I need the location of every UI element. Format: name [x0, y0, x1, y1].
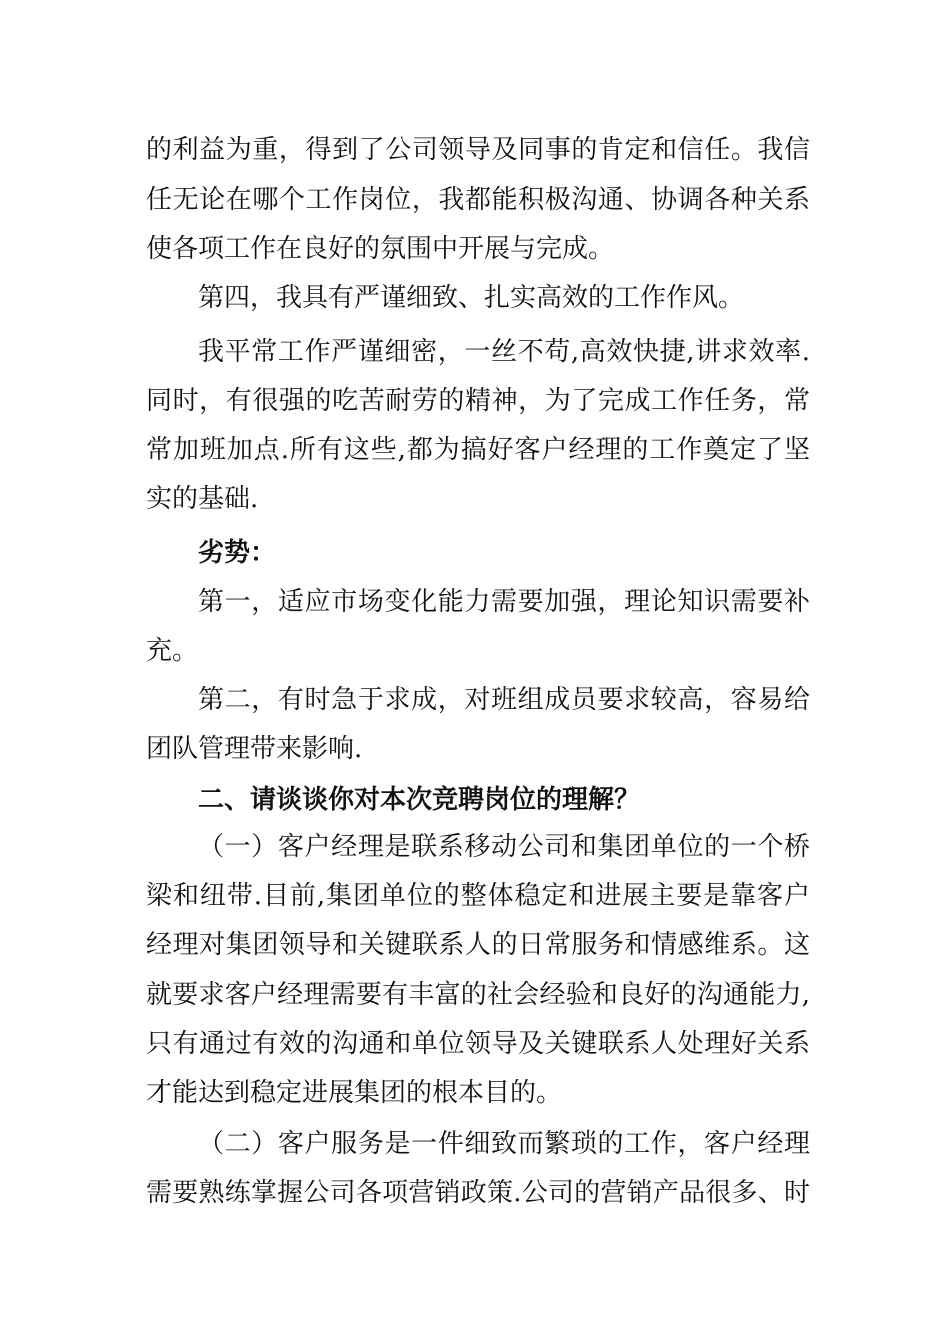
body-text-line: 需要熟练掌握公司各项营销政策.公司的营销产品很多、时: [146, 1178, 810, 1208]
body-text-line: 第一，适应市场变化能力需要加强，理论知识需要补: [198, 587, 810, 617]
body-text-line: 常加班加点.所有这些,都为搞好客户经理的工作奠定了坚: [146, 435, 810, 465]
body-text-line: 实的基础.: [146, 484, 259, 514]
body-text-line: 只有通过有效的沟通和单位领导及关键联系人处理好关系: [146, 1029, 810, 1059]
body-text-line: 的利益为重，得到了公司领导及同事的肯定和信任。我信: [146, 135, 810, 165]
body-text-line: 使各项工作在良好的氛围中开展与完成。: [146, 234, 615, 264]
weakness-heading: 劣势：: [198, 538, 277, 568]
body-text-line: 梁和纽带.目前,集团单位的整体稳定和进展主要是靠客户: [146, 881, 810, 911]
body-text-line: 就要求客户经理需要有丰富的社会经验和良好的沟通能力,: [146, 980, 810, 1010]
section-two-heading: 二、请谈谈你对本次竞聘岗位的理解？: [198, 785, 641, 815]
body-text-line: 团队管理带来影响.: [146, 734, 363, 764]
body-text-line: 同时，有很强的吃苦耐劳的精神，为了完成工作任务，常: [146, 386, 810, 416]
body-text-line: 才能达到稳定进展集团的根本目的。: [146, 1078, 563, 1108]
body-text-line: 充。: [146, 636, 199, 666]
point-four-heading: 第四，我具有严谨细致、扎实高效的工作作风。: [198, 283, 745, 313]
body-text-line: 我平常工作严谨细密，一丝不苟,高效快捷,讲求效率.: [198, 337, 810, 367]
body-text-line: 第二，有时急于求成，对班组成员要求较高，容易给: [198, 685, 810, 715]
body-text-line: 任无论在哪个工作岗位，我都能积极沟通、协调各种关系: [146, 185, 810, 215]
body-text-line: （一）客户经理是联系移动公司和集团单位的一个桥: [198, 832, 810, 862]
body-text-line: 经理对集团领导和关键联系人的日常服务和情感维系。这: [146, 930, 810, 960]
body-text-line: （二）客户服务是一件细致而繁琐的工作，客户经理: [198, 1129, 810, 1159]
